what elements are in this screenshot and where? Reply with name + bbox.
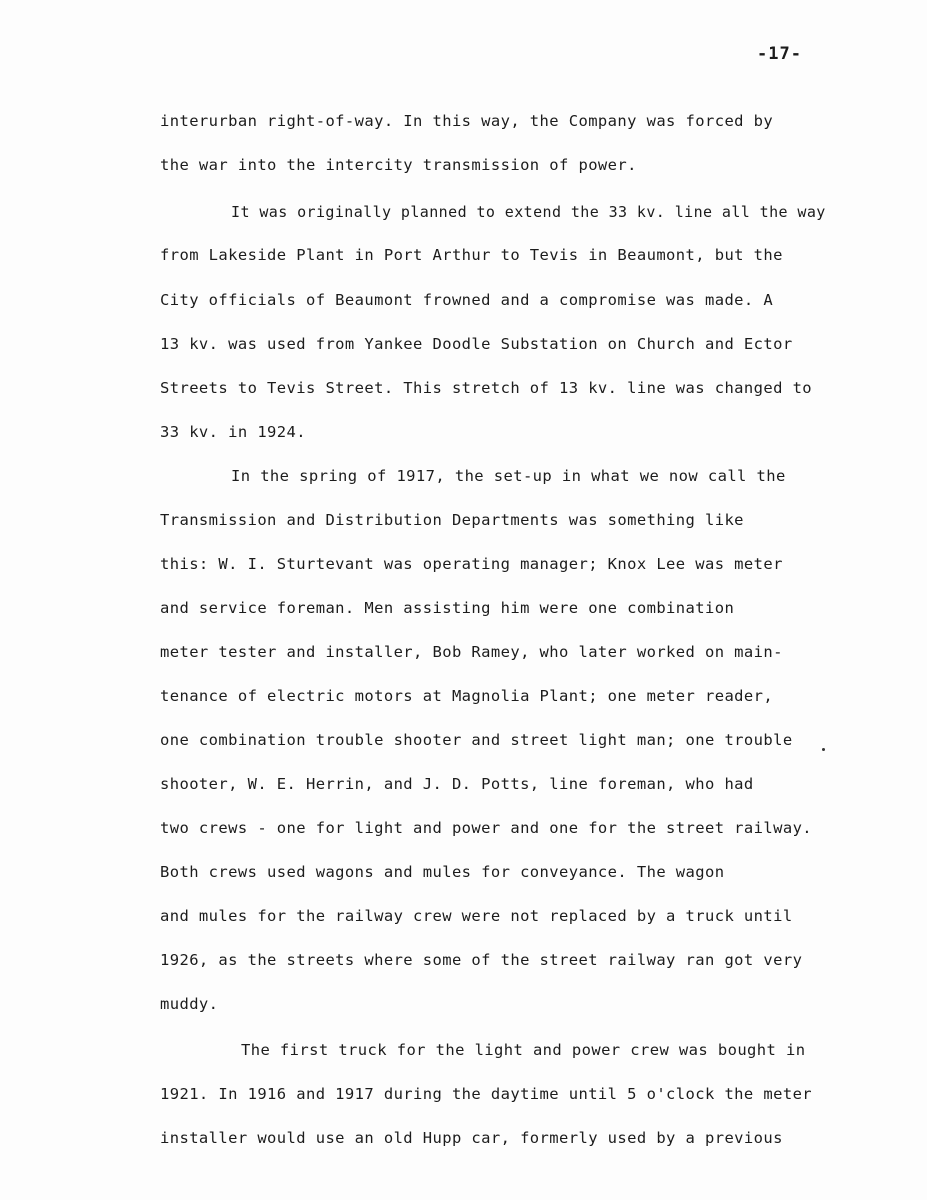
text-line: 33 kv. in 1924. [160, 423, 306, 441]
text-line: one combination trouble shooter and street light man; one trouble [160, 731, 793, 749]
text-line: from Lakeside Plant in Port Arthur to Tevis in Beaumont, but the [160, 246, 783, 264]
text-line: The first truck for the light and power crew was bought in [241, 1041, 806, 1059]
text-line: and mules for the railway crew were not replaced by a truck until [160, 907, 793, 925]
text-line: tenance of electric motors at Magnolia Plant; one meter reader, [160, 687, 774, 705]
scan-speck [822, 748, 825, 751]
text-line: 1921. In 1916 and 1917 during the daytime until 5 o'clock the meter [160, 1085, 813, 1103]
page-number: -17- [757, 44, 802, 64]
text-line: Streets to Tevis Street. This stretch of 13 kv. line was changed to [160, 379, 813, 397]
text-line: City officials of Beaumont frowned and a compromise was made. A [160, 291, 774, 309]
text-line: 1926, as the streets where some of the street railway ran got very [160, 951, 803, 969]
text-line: muddy. [160, 995, 219, 1013]
text-line: interurban right-of-way. In this way, the Company was forced by [160, 112, 774, 130]
text-line: and service foreman. Men assisting him were one combination [160, 599, 735, 617]
text-line: meter tester and installer, Bob Ramey, who later worked on main- [160, 643, 783, 661]
text-line: In the spring of 1917, the set-up in what we now call the [231, 467, 786, 485]
text-line: two crews - one for light and power and one for the street railway. [160, 819, 813, 837]
text-line: shooter, W. E. Herrin, and J. D. Potts, line foreman, who had [160, 775, 754, 793]
text-line: this: W. I. Sturtevant was operating manager; Knox Lee was meter [160, 555, 783, 573]
text-line: Transmission and Distribution Departments was something like [160, 511, 744, 529]
text-line: Both crews used wagons and mules for conveyance. The wagon [160, 863, 725, 881]
text-line: 13 kv. was used from Yankee Doodle Substation on Church and Ector [160, 335, 793, 353]
text-line: It was originally planned to extend the 33 kv. line all the way [231, 203, 826, 221]
text-line: installer would use an old Hupp car, formerly used by a previous [160, 1129, 783, 1147]
text-line: the war into the intercity transmission of power. [160, 156, 637, 174]
